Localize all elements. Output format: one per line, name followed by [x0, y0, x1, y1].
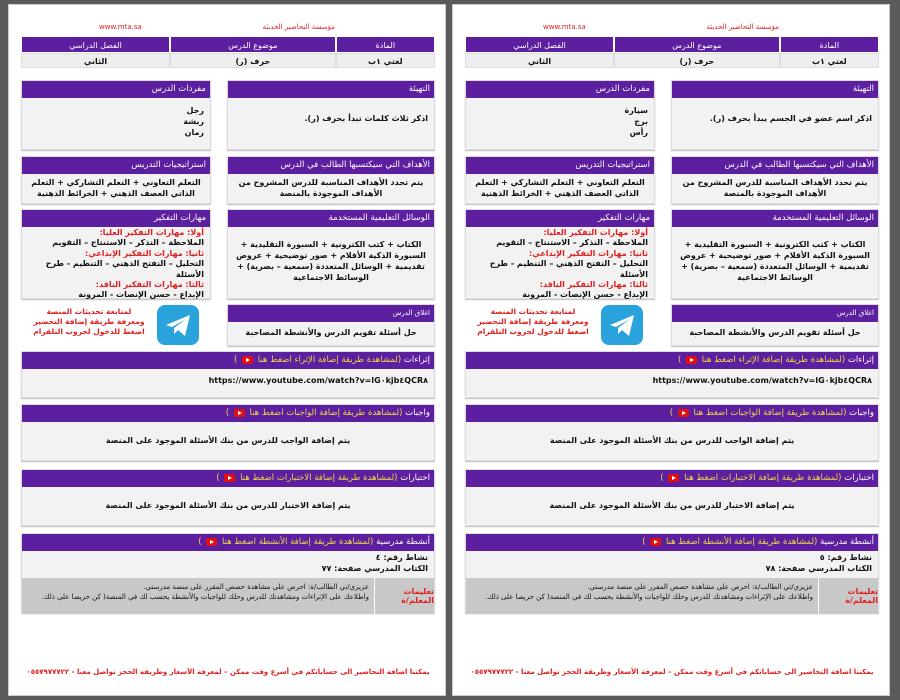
- table-header-subject: المادة: [780, 36, 879, 53]
- youtube-icon[interactable]: [668, 474, 679, 482]
- enrichment-video-link[interactable]: [678, 355, 845, 365]
- tests-text: يتم إضافة الاختبار للدرس من بنك الأسئلة الموجود على المنصة: [105, 500, 351, 510]
- lesson-info-table: [21, 36, 435, 68]
- tests-video-link[interactable]: [660, 473, 841, 483]
- footer-contact: يمكننا اضافة التحاضير الى حساباتكم في أسرع وقت ممكن – لمعرفة الأسعار وطريقة الحجز تواصل معنا - ٠٥٥٧٩٧٧٧٢٢: [26, 668, 430, 676]
- teacher-notes: [22, 578, 434, 614]
- youtube-icon[interactable]: [224, 474, 235, 482]
- vocab-title: مفردات الدرس: [22, 81, 210, 98]
- enrichment-url[interactable]: https://www.youtube.com/watch?v=lG٠kjb٤QCR٨: [208, 376, 428, 385]
- aids-text: الكتاب + كتب الكترونية + السبورة التقليدية + السبورة الذكية الأقلام + صور توضيحية + عروض تقديمية + الوسائل المتعددة (سمعية – بصرية) + الوسائط الاجتماعية: [236, 240, 426, 282]
- youtube-icon[interactable]: [234, 409, 245, 417]
- enrichment-box: [465, 351, 879, 398]
- closing-box: [227, 304, 435, 346]
- lesson-plan-page: [8, 4, 446, 696]
- vocab-item: رأس: [629, 127, 648, 137]
- link-label-text[interactable]: (لمشاهدة طريقة إضافة الواجبات اضغط هنا: [693, 408, 847, 418]
- thinking-heading-critical: ثالثا: مهارات التفكير الناقد:: [539, 279, 648, 289]
- warmup-box: [227, 80, 435, 150]
- strategies-title: استراتيجيات التدريس: [466, 157, 654, 174]
- aids-title: الوسائل التعليمية المستخدمة: [228, 210, 434, 227]
- teacher-notes-line: واطلاعك على الإثراءات ومشاهدتك للدرس وحلك للواجبات والأنشطة يحسب لك في المنصة( كن حريصا على ذلك.: [485, 592, 813, 601]
- homework-text: يتم إضافة الواجب للدرس من بنك الأسئلة الموجود على المنصة: [105, 435, 351, 445]
- site-url[interactable]: www.mta.sa: [543, 23, 586, 31]
- objectives-box: [227, 156, 435, 204]
- table-header-semester: الفصل الدراسي: [21, 36, 170, 53]
- table-cell-semester: الثاني: [21, 53, 170, 68]
- activities-video-link[interactable]: [198, 537, 373, 547]
- table-header-semester: الفصل الدراسي: [465, 36, 614, 53]
- vocab-box: [21, 80, 211, 150]
- enrichment-title: إثراءات: [847, 355, 874, 365]
- thinking-text-higher: الملاحظة – التذكر – الاستنتاج – التقويم: [52, 238, 204, 248]
- enrichment-title: إثراءات: [403, 355, 430, 365]
- teacher-notes-line: عزيزي/تي الطالب/ة: احرص على مشاهدة حصص المقرر على منصة مدرستي.: [143, 583, 369, 591]
- telegram-line: اضغط للدخول لجروب التلقرام: [33, 327, 145, 337]
- thinking-text-creative: التحليل – التفتح الذهني – التنظيم - طرح الأسئلة: [489, 259, 648, 279]
- link-label-text[interactable]: (لمشاهدة طريقة إضافة الواجبات اضغط هنا: [249, 408, 403, 418]
- homework-box: [21, 404, 435, 461]
- lesson-info-table: [465, 36, 879, 68]
- objectives-title: الأهداف التي سيكتسبها الطالب في الدرس: [672, 157, 878, 174]
- closing-box: [671, 304, 879, 346]
- telegram-line: اضغط للدخول لجروب التلقرام: [477, 327, 589, 337]
- link-label-text[interactable]: ): [669, 408, 674, 418]
- link-label-text[interactable]: ): [198, 537, 202, 547]
- objectives-text: يتم تحدد الأهداف المناسبة للدرس المشروح من الأهداف الموجودة بالمنصة: [238, 178, 424, 198]
- link-label-text[interactable]: ): [660, 473, 664, 483]
- link-label-text[interactable]: (لمشاهدة طريقة إضافة الأنشطة اضغط هنا: [221, 537, 374, 547]
- link-label-text[interactable]: ): [234, 355, 238, 365]
- table-header-topic: موضوع الدرس: [614, 36, 780, 53]
- enrichment-box: [21, 351, 435, 398]
- strategies-title: استراتيجيات التدريس: [22, 157, 210, 174]
- teacher-notes-label: تعليمات المعلم/ة: [818, 578, 878, 614]
- table-cell-semester: الثاني: [465, 53, 614, 68]
- warmup-text: اذكر اسم عضو في الجسم يبدأ بحرف (ر).: [709, 114, 872, 123]
- objectives-box: [671, 156, 879, 204]
- telegram-icon[interactable]: [601, 305, 643, 345]
- tests-video-link[interactable]: [216, 473, 397, 483]
- homework-video-link[interactable]: [226, 408, 403, 418]
- strategies-box: [465, 156, 655, 204]
- textbook-page: الكتاب المدرسي صفحة: ٧٨: [765, 563, 872, 573]
- link-label-text[interactable]: (لمشاهدة طريقة إضافة الأنشطة اضغط هنا: [665, 537, 818, 547]
- activity-number: نشاط رقم: ٤: [375, 553, 428, 562]
- tests-title: اختبارات: [400, 473, 430, 483]
- link-label-text[interactable]: (لمشاهدة طريقة إضافة الإثراء اضغط هنا: [701, 355, 846, 365]
- organization-name: مؤسسة التحاضير الحديثة: [706, 23, 779, 31]
- thinking-heading-creative: ثانيا: مهارات التفكير الإبداعي:: [529, 248, 648, 258]
- youtube-icon[interactable]: [206, 538, 217, 546]
- thinking-heading-creative: ثانيا: مهارات التفكير الإبداعي:: [85, 248, 204, 258]
- objectives-title: الأهداف التي سيكتسبها الطالب في الدرس: [228, 157, 434, 174]
- thinking-skills-box: [465, 209, 655, 299]
- thinking-heading-higher: أولا: مهارات التفكير العليا:: [99, 228, 204, 237]
- thinking-text-critical: الإبداع - حسن الإنصات - المرونة: [78, 290, 204, 300]
- warmup-title: التهيئة: [228, 81, 434, 98]
- link-label-text[interactable]: (لمشاهدة طريقة إضافة الاختبارات اضغط هنا: [684, 473, 842, 483]
- telegram-line: ومعرفة طريقة إضافة التحضير: [477, 317, 589, 327]
- site-url[interactable]: www.mta.sa: [99, 23, 142, 31]
- activities-title: أنشطة مدرسية: [376, 537, 430, 547]
- activities-box: [21, 533, 435, 613]
- warmup-text: اذكر ثلاث كلمات تبدأ بحرف (ر).: [304, 114, 428, 123]
- telegram-line: ومعرفة طريقة إضافة التحضير: [33, 317, 145, 327]
- tests-box: [21, 469, 435, 526]
- youtube-icon[interactable]: [242, 356, 253, 364]
- thinking-heading-critical: ثالثا: مهارات التفكير الناقد:: [95, 279, 204, 289]
- link-label-text[interactable]: (لمشاهدة طريقة إضافة الإثراء اضغط هنا: [257, 355, 402, 365]
- tests-box: [465, 469, 879, 526]
- thinking-title: مهارات التفكير: [466, 210, 654, 227]
- vocab-item: رجل: [186, 106, 204, 115]
- tests-text: يتم إضافة الاختبار للدرس من بنك الأسئلة الموجود على المنصة: [549, 500, 795, 510]
- textbook-page: الكتاب المدرسي صفحة: ٧٧: [321, 563, 428, 573]
- activities-title: أنشطة مدرسية: [820, 537, 874, 547]
- homework-box: [465, 404, 879, 461]
- vocab-title: مفردات الدرس: [466, 81, 654, 98]
- thinking-text-higher: الملاحظة – التذكر – الاستنتاج – التقويم: [496, 238, 648, 248]
- warmup-title: التهيئة: [672, 81, 878, 98]
- aids-text: الكتاب + كتب الكترونية + السبورة التقليدية + السبورة الذكية الأقلام + صور توضيحية + عروض تقديمية + الوسائل المتعددة (سمعية – بصرية) + الوسائط الاجتماعية: [680, 240, 870, 282]
- teacher-notes-line: عزيزي/تي الطالب/ة: احرص على مشاهدة حصص المقرر على منصة مدرستي.: [587, 583, 813, 591]
- teacher-notes-line: واطلاعك على الإثراءات ومشاهدتك للدرس وحلك للواجبات والأنشطة يحسب لك في المنصة( كن حريصا على ذلك.: [41, 592, 369, 601]
- activity-number: نشاط رقم: ٥: [819, 553, 872, 562]
- thinking-skills-box: [21, 209, 211, 299]
- homework-title: واجبات: [405, 408, 430, 418]
- footer-contact: يمكننا اضافة التحاضير الى حساباتكم في أسرع وقت ممكن – لمعرفة الأسعار وطريقة الحجز تواصل معنا - ٠٥٥٧٩٧٧٧٢٢: [470, 668, 874, 676]
- link-label-text[interactable]: ): [216, 473, 220, 483]
- table-cell-topic: حرف (ر): [614, 53, 780, 68]
- strategies-box: [21, 156, 211, 204]
- strategies-text: التعلم التعاوني + التعلم التشاركي + التعلم الذاتي العصف الذهني + الخرائط الذهنية: [31, 178, 201, 198]
- activities-box: [465, 533, 879, 613]
- thinking-text-creative: التحليل – التفتح الذهني – التنظيم - طرح الأسئلة: [45, 259, 204, 279]
- tests-title: اختبارات: [844, 473, 874, 483]
- table-cell-subject: لغتي ١ب: [336, 53, 435, 68]
- activities-video-link[interactable]: [642, 537, 817, 547]
- closing-text: حل أسئلة تقويم الدرس والأنشطة المصاحبة: [245, 328, 417, 337]
- homework-title: واجبات: [849, 408, 874, 418]
- youtube-icon[interactable]: [650, 538, 661, 546]
- telegram-promo-text[interactable]: [29, 307, 149, 337]
- aids-box: [671, 209, 879, 299]
- telegram-line: لمتابعة تحديثات المنصة: [46, 307, 132, 316]
- vocab-box: [465, 80, 655, 150]
- aids-title: الوسائل التعليمية المستخدمة: [672, 210, 878, 227]
- strategies-text: التعلم التعاوني + التعلم التشاركي + التعلم الذاتي العصف الذهني + الخرائط الذهنية: [475, 178, 645, 198]
- thinking-heading-higher: أولا: مهارات التفكير العليا:: [543, 228, 648, 237]
- link-label-text[interactable]: ): [642, 537, 646, 547]
- table-header-subject: المادة: [336, 36, 435, 53]
- homework-video-link[interactable]: [670, 408, 847, 418]
- vocab-item: رمان: [184, 127, 204, 137]
- enrichment-video-link[interactable]: [234, 355, 401, 365]
- vocab-item: سيارة: [624, 106, 648, 115]
- closing-title: اغلاق الدرس: [672, 305, 878, 322]
- warmup-box: [671, 80, 879, 150]
- lesson-plan-page: [452, 4, 890, 696]
- aids-box: [227, 209, 435, 299]
- telegram-icon[interactable]: [157, 305, 199, 345]
- organization-name: مؤسسة التحاضير الحديثة: [262, 23, 335, 31]
- vocab-item: ريشة: [183, 116, 204, 126]
- link-label-text[interactable]: (لمشاهدة طريقة إضافة الاختبارات اضغط هنا: [240, 473, 398, 483]
- link-label-text[interactable]: ): [678, 355, 682, 365]
- thinking-text-critical: الإبداع - حسن الإنصات - المرونة: [522, 290, 648, 300]
- vocab-item: برج: [634, 116, 648, 126]
- enrichment-url[interactable]: https://www.youtube.com/watch?v=lG٠kjb٤QCR٨: [652, 376, 872, 385]
- telegram-line: لمتابعة تحديثات المنصة: [490, 307, 576, 316]
- telegram-promo-text[interactable]: [473, 307, 593, 337]
- link-label-text[interactable]: ): [225, 408, 230, 418]
- teacher-notes: [466, 578, 878, 614]
- teacher-notes-label: تعليمات المعلم/ة: [374, 578, 434, 614]
- objectives-text: يتم تحدد الأهداف المناسبة للدرس المشروح من الأهداف الموجودة بالمنصة: [682, 178, 868, 198]
- homework-text: يتم إضافة الواجب للدرس من بنك الأسئلة الموجود على المنصة: [549, 435, 795, 445]
- thinking-title: مهارات التفكير: [22, 210, 210, 227]
- table-cell-subject: لغتي ١ب: [780, 53, 879, 68]
- table-header-topic: موضوع الدرس: [170, 36, 336, 53]
- table-cell-topic: حرف (ر): [170, 53, 336, 68]
- youtube-icon[interactable]: [678, 409, 689, 417]
- closing-title: اغلاق الدرس: [228, 305, 434, 322]
- closing-text: حل أسئلة تقويم الدرس والأنشطة المصاحبة: [689, 328, 861, 337]
- youtube-icon[interactable]: [686, 356, 697, 364]
